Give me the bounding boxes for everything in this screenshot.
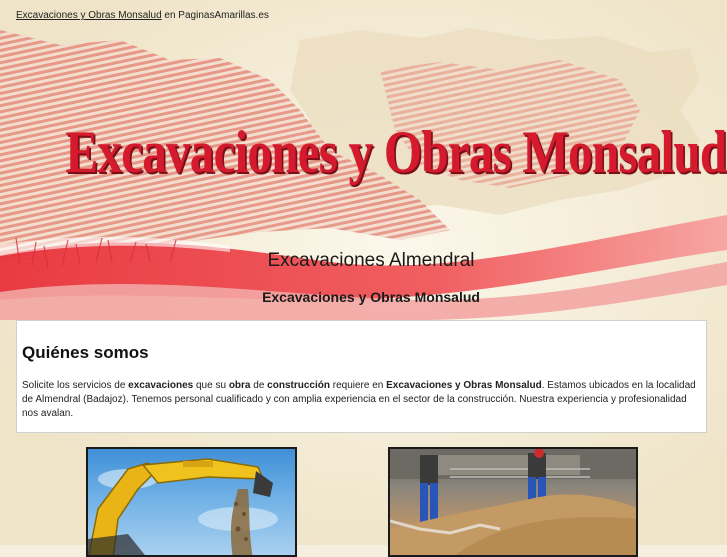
attribution-suffix: en PaginasAmarillas.es bbox=[161, 10, 269, 21]
workers-photo bbox=[388, 447, 638, 557]
about-section bbox=[16, 320, 707, 433]
location-heading: Excavaciones Almendral bbox=[267, 250, 475, 271]
top-attribution bbox=[16, 10, 269, 21]
hero-title: Excavaciones y Obras Monsalud bbox=[65, 119, 727, 185]
company-link[interactable]: Excavaciones y Obras Monsalud bbox=[16, 10, 162, 21]
company-heading: Excavaciones y Obras Monsalud bbox=[262, 289, 480, 305]
excavator-photo bbox=[86, 447, 297, 557]
about-title: Quiénes somos bbox=[22, 343, 149, 362]
about-text: Solicite los servicios de excavaciones que su obra de construcción requiere en Excavaciones y Obras Monsalud. Estamos ubicados en la localidad de Almendral (Badajoz). Tenemos personal cualificado y con amplia experiencia en el sector de la construcción. Nuestra experiencia y profesionalidad nos avalan. bbox=[22, 380, 696, 419]
